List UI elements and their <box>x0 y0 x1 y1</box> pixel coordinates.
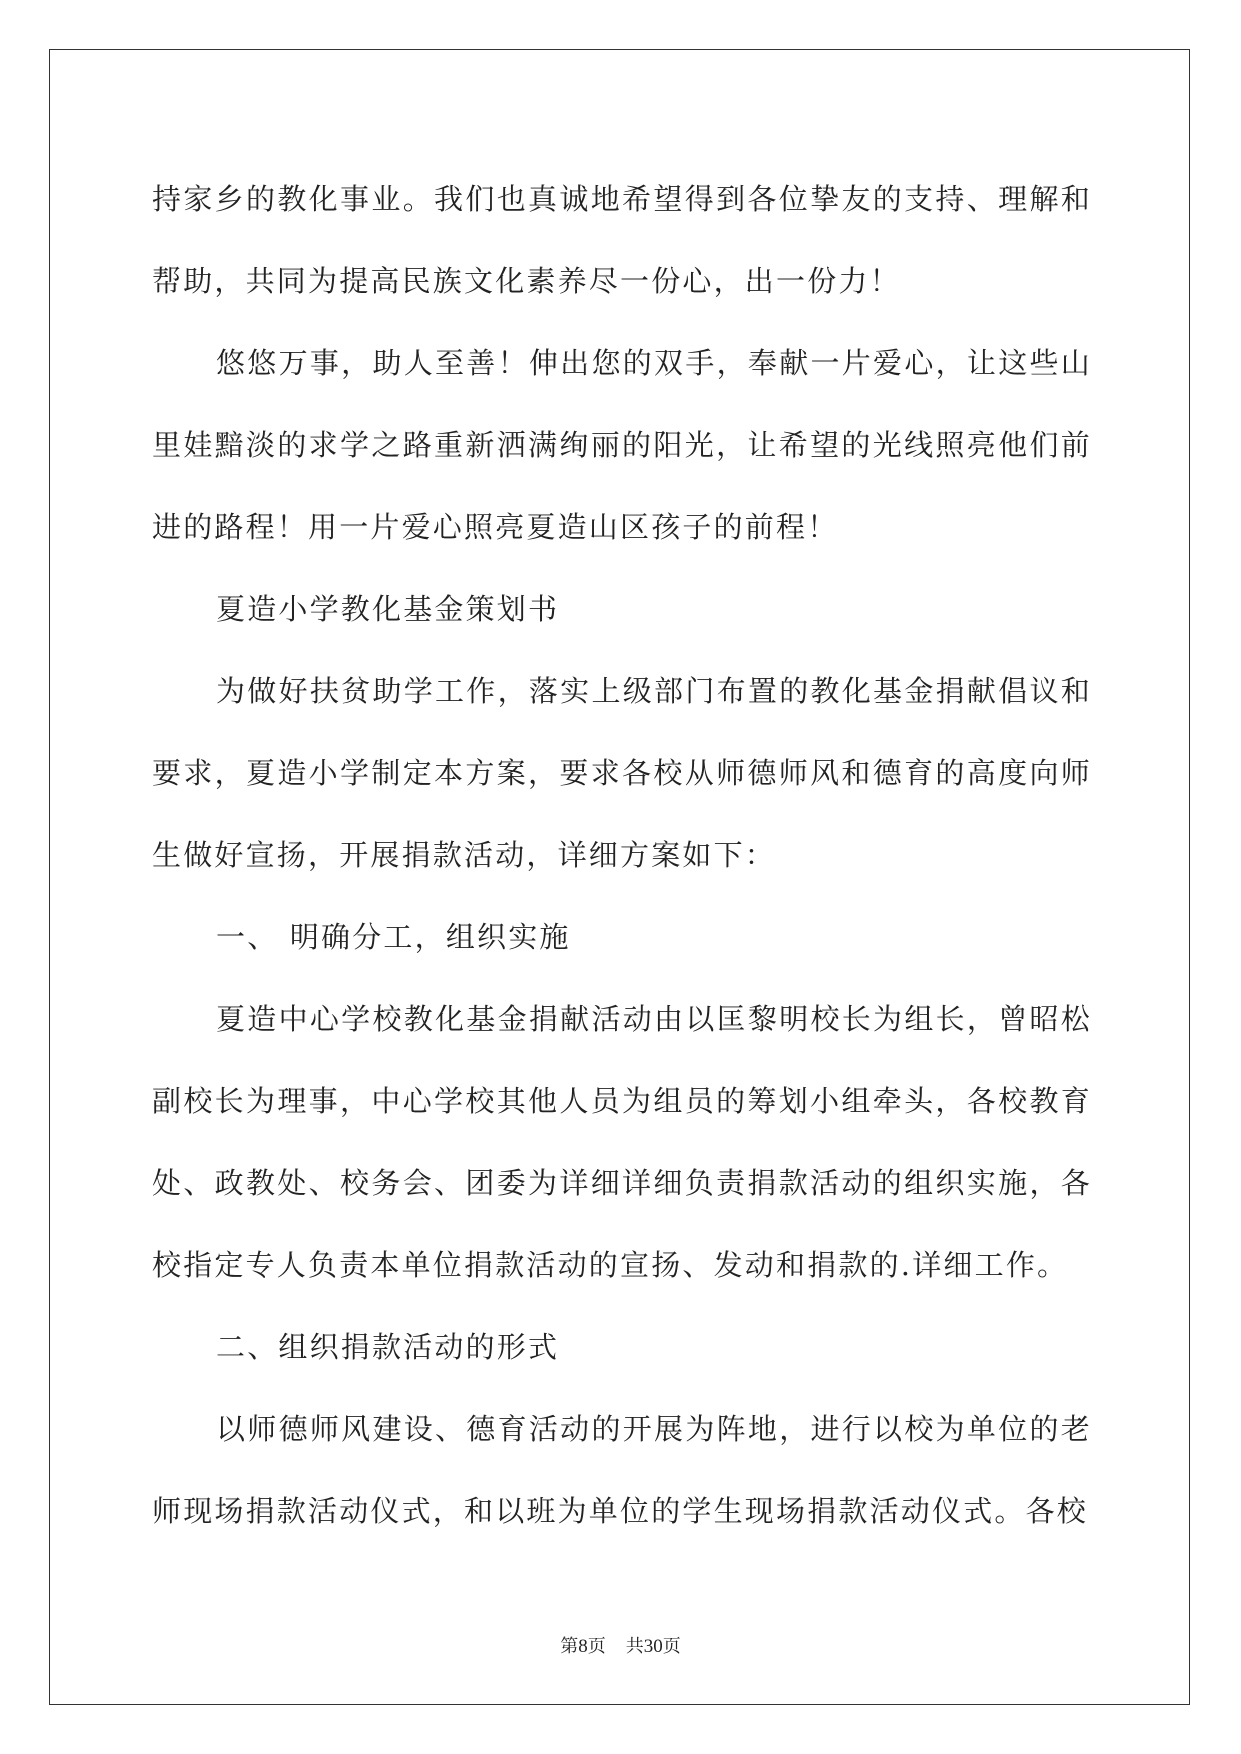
footer-page-suffix: 页 <box>587 1636 606 1657</box>
footer-page-number: 8 <box>578 1636 588 1657</box>
paragraph-1: 持家乡的教化事业。我们也真诚地希望得到各位挚友的支持、理解和帮助，共同为提高民族文化素养尽一份心，出一份力！ <box>152 182 1092 298</box>
footer-total-suffix: 页 <box>662 1636 681 1657</box>
footer-prefix: 第 <box>560 1636 579 1657</box>
paragraph-intro: 为做好扶贫助学工作，落实上级部门布置的教化基金捐献倡议和要求，夏造小学制定本方案，要求各校从师德师风和德育的高度向师生做好宣扬，开展捐款活动，详细方案如下： <box>152 674 1092 872</box>
paragraph-organization: 夏造中心学校教化基金捐献活动由以匡黎明校长为组长，曾昭松副校长为理事，中心学校其他人员为组员的筹划小组牵头，各校教育处、政教处、校务会、团委为详细详细负责捐款活动的组织实施，各校指定专人负责本单位捐款活动的宣扬、发动和捐款的.详细工作。 <box>152 1002 1092 1282</box>
section-title: 夏造小学教化基金策划书 <box>216 592 560 626</box>
footer-total-pages: 30 <box>643 1636 663 1657</box>
paragraph-form: 以师德师风建设、德育活动的开展为阵地，进行以校为单位的老师现场捐款活动仪式，和以班为单位的学生现场捐款活动仪式。各校 <box>152 1412 1092 1528</box>
page-footer <box>0 1632 1241 1658</box>
heading-two: 二、组织捐款活动的形式 <box>216 1330 560 1364</box>
document-body <box>152 158 1092 1552</box>
paragraph-2: 悠悠万事，助人至善！伸出您的双手，奉献一片爱心，让这些山里娃黯淡的求学之路重新洒满绚丽的阳光，让希望的光线照亮他们前进的路程！用一片爱心照亮夏造山区孩子的前程！ <box>152 346 1092 544</box>
footer-total-prefix: 共 <box>625 1636 644 1657</box>
heading-one: 一、 明确分工，组织实施 <box>216 920 571 954</box>
